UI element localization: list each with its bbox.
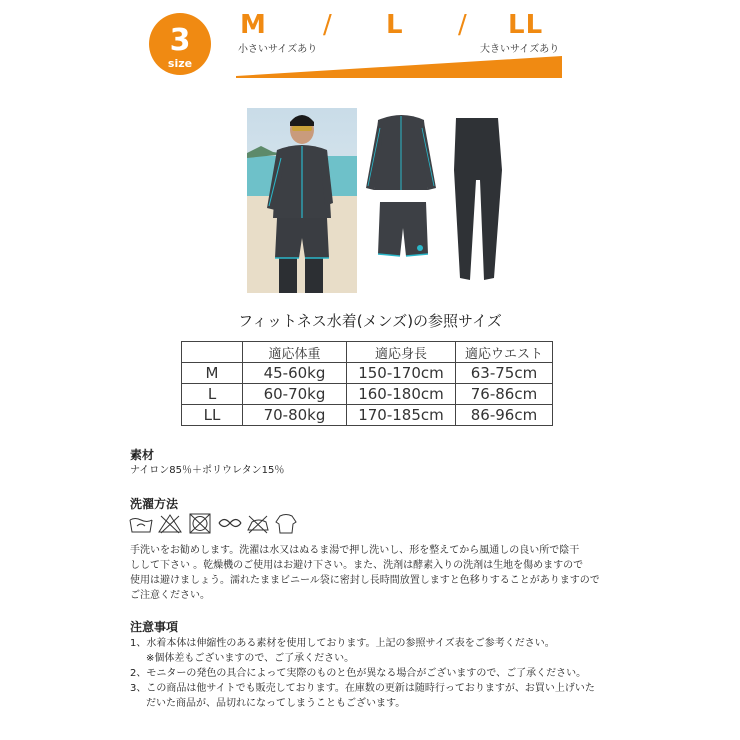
notes-list — [130, 636, 630, 711]
washing-line: 手洗いをお勧めします。洗濯は水又はぬるま湯で押し洗いし、形を整えてから風通しの良い所で陰干 — [130, 545, 580, 556]
hand-wash-icon — [130, 519, 152, 533]
garments-image — [362, 110, 512, 290]
care-icons — [128, 512, 298, 534]
table-header-cell: 適応身長 — [347, 342, 456, 363]
washing-line: しして下さい 。乾燥機のご使用はお避け下さい。また、洗剤は酵素入りの洗剤は生地を傷めますので — [130, 560, 584, 571]
table-cell: 70-80kg — [243, 405, 347, 426]
note-line: ※個体差もございますので、ご了承ください。 — [146, 653, 355, 664]
note-line: 1、水着本体は伸縮性のある素材を使用しております。上記の参照サイズ表をご参考ください。 — [130, 638, 555, 649]
material-heading: 素材 — [130, 448, 155, 462]
washing-heading: 洗濯方法 — [130, 497, 179, 511]
table-cell: 170-185cm — [347, 405, 456, 426]
table-header-cell: 適応体重 — [243, 342, 347, 363]
size-separator: / — [323, 10, 333, 40]
table-row — [182, 363, 553, 384]
material-text: ナイロン85％＋ポリウレタン15％ — [130, 465, 285, 476]
washing-line: ご注意ください。 — [130, 590, 210, 601]
note-line: 2、モニターの発色の具合によって実際のものと色が異なる場合がございますので、ご了承ください。 — [130, 668, 587, 679]
table-cell: 45-60kg — [243, 363, 347, 384]
size-table — [181, 341, 553, 426]
table-header-row — [182, 342, 553, 363]
hang-dry-icon — [276, 515, 296, 534]
table-cell: LL — [182, 405, 243, 426]
washing-instructions — [130, 543, 630, 603]
size-m: M — [240, 10, 267, 40]
small-size-note: 小さいサイズあり — [238, 44, 318, 55]
table-header-cell — [182, 342, 243, 363]
table-cell: 86-96cm — [456, 405, 553, 426]
table-cell: 160-180cm — [347, 384, 456, 405]
size-gradient-bar — [236, 56, 562, 78]
wring-gently-icon — [219, 520, 241, 527]
table-cell: 60-70kg — [243, 384, 347, 405]
size-table-title: フィットネス水着(メンズ)の参照サイズ — [238, 312, 502, 330]
badge-word: size — [167, 57, 193, 70]
badge-number: 3 — [169, 23, 191, 58]
size-ll: LL — [508, 10, 544, 40]
size-l: L — [386, 10, 404, 40]
no-tumble-dry-icon — [190, 514, 210, 533]
large-size-note: 大きいサイズあり — [480, 44, 560, 55]
notes-heading: 注意事項 — [130, 620, 179, 634]
table-row — [182, 405, 553, 426]
table-row — [182, 384, 553, 405]
no-bleach-icon — [159, 515, 181, 533]
size-list — [238, 10, 563, 40]
note-line: 3、この商品は他サイトでも販売しております。在庫数の更新は随時行っておりますが、お買い上げいた — [130, 683, 595, 694]
table-header-cell: 適応ウエスト — [456, 342, 553, 363]
table-cell: 76-86cm — [456, 384, 553, 405]
size-separator: / — [458, 10, 468, 40]
size-badge — [148, 12, 212, 76]
washing-line: 使用は避けましょう。濡れたままビニール袋に密封し長時間放置しますと色移りすることがありますので — [130, 575, 600, 586]
table-cell: 150-170cm — [347, 363, 456, 384]
note-line: だいた商品が、品切れになってしまうこともございます。 — [146, 698, 406, 709]
table-cell: M — [182, 363, 243, 384]
model-photo — [247, 108, 357, 293]
table-cell: 63-75cm — [456, 363, 553, 384]
no-iron-icon — [248, 516, 268, 533]
table-cell: L — [182, 384, 243, 405]
